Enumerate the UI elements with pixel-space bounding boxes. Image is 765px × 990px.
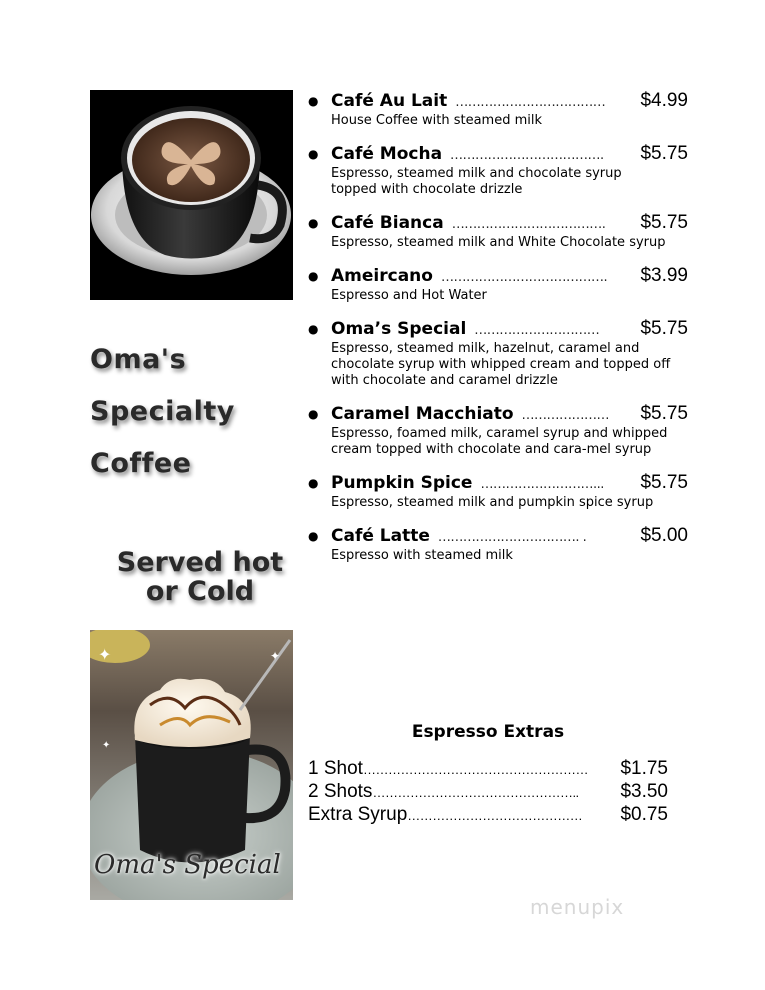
bullet-icon: ● bbox=[308, 269, 319, 283]
leader-dots: ……………………………………………… bbox=[362, 762, 588, 777]
item-price: $3.99 bbox=[640, 265, 688, 286]
item-description: Espresso, steamed milk and chocolate syrup topped with chocolate drizzle bbox=[331, 166, 622, 197]
served-hot-or-cold bbox=[100, 548, 300, 606]
menu-item bbox=[308, 143, 688, 198]
menupix-watermark: menupix bbox=[530, 895, 625, 919]
leader-dots: ………………………………………….. bbox=[372, 785, 579, 800]
menu-item bbox=[308, 525, 688, 564]
extra-row bbox=[308, 781, 668, 804]
omas-special-photo bbox=[90, 630, 293, 900]
served-line-1: Served hot bbox=[116, 547, 284, 578]
coffee-menu-list bbox=[308, 90, 688, 578]
leader-dots: ………………………… bbox=[474, 323, 600, 338]
extra-label: 2 Shots bbox=[308, 781, 373, 802]
leader-dots: ………………………………. bbox=[450, 148, 604, 163]
leader-dots: ……………………………. . bbox=[437, 530, 587, 545]
item-name: Caramel Macchiato bbox=[331, 404, 514, 424]
side-heading-line-3: Coffee bbox=[90, 448, 192, 479]
served-line-2: or Cold bbox=[145, 576, 255, 607]
item-name: Pumpkin Spice bbox=[331, 473, 473, 493]
item-name: Ameircano bbox=[331, 266, 433, 286]
extra-label: Extra Syrup bbox=[308, 804, 408, 825]
svg-text:✦: ✦ bbox=[98, 645, 112, 664]
item-description: Espresso, steamed milk, hazelnut, caramel and chocolate syrup with whipped cream and topped off with chocolate and caramel drizzle bbox=[331, 341, 671, 388]
bullet-icon: ● bbox=[308, 476, 319, 490]
svg-text:✦: ✦ bbox=[270, 649, 281, 663]
item-price: $5.75 bbox=[640, 318, 688, 339]
item-description: House Coffee with steamed milk bbox=[331, 113, 542, 128]
item-price: $5.75 bbox=[640, 403, 688, 424]
leader-dots: …………………………………… bbox=[407, 808, 583, 823]
leader-dots: ………………………... bbox=[480, 477, 604, 492]
extra-price: $0.75 bbox=[620, 804, 668, 825]
extra-row bbox=[308, 758, 668, 781]
espresso-extras-title: Espresso Extras bbox=[411, 722, 565, 742]
item-description: Espresso, steamed milk and White Chocolate syrup bbox=[331, 235, 666, 250]
menu-item bbox=[308, 403, 688, 458]
leader-dots: ……………………………… bbox=[455, 95, 606, 110]
menu-item bbox=[308, 90, 688, 129]
item-description: Espresso with steamed milk bbox=[331, 548, 513, 563]
coffee-cup-photo bbox=[90, 90, 293, 300]
item-description: Espresso, foamed milk, caramel syrup and whipped cream topped with chocolate and cara-mel syrup bbox=[331, 426, 668, 457]
side-heading-line-1: Oma's bbox=[90, 344, 187, 375]
item-name: Oma’s Special bbox=[331, 319, 467, 339]
photo-caption: Oma's Special bbox=[94, 850, 281, 880]
coffee-cup-illustration bbox=[90, 90, 293, 300]
extra-label: 1 Shot bbox=[308, 758, 363, 779]
bullet-icon: ● bbox=[308, 407, 319, 421]
menu-item bbox=[308, 212, 688, 251]
extra-row bbox=[308, 804, 668, 827]
leader-dots: ………………… bbox=[521, 408, 610, 423]
menu-item bbox=[308, 265, 688, 304]
item-price: $5.00 bbox=[640, 525, 688, 546]
bullet-icon: ● bbox=[308, 147, 319, 161]
espresso-extras-list bbox=[308, 758, 668, 827]
item-price: $5.75 bbox=[640, 212, 688, 233]
item-price: $4.99 bbox=[640, 90, 688, 111]
extra-price: $3.50 bbox=[620, 781, 668, 802]
item-name: Café Mocha bbox=[331, 144, 443, 164]
bullet-icon: ● bbox=[308, 94, 319, 108]
bullet-icon: ● bbox=[308, 529, 319, 543]
menu-item bbox=[308, 472, 688, 511]
leader-dots: …………………………………. bbox=[440, 270, 608, 285]
item-name: Café Latte bbox=[331, 526, 430, 546]
item-name: Café Au Lait bbox=[331, 91, 448, 111]
leader-dots: ………………………………. bbox=[451, 217, 606, 232]
item-name: Café Bianca bbox=[331, 213, 444, 233]
extra-price: $1.75 bbox=[620, 758, 668, 779]
svg-text:✦: ✦ bbox=[102, 740, 111, 751]
item-description: Espresso and Hot Water bbox=[331, 288, 487, 303]
bullet-icon: ● bbox=[308, 216, 319, 230]
bullet-icon: ● bbox=[308, 322, 319, 336]
item-price: $5.75 bbox=[640, 143, 688, 164]
menu-item bbox=[308, 318, 688, 389]
side-heading-line-2: Specialty bbox=[90, 396, 235, 427]
item-price: $5.75 bbox=[640, 472, 688, 493]
item-description: Espresso, steamed milk and pumpkin spice syrup bbox=[331, 495, 654, 510]
